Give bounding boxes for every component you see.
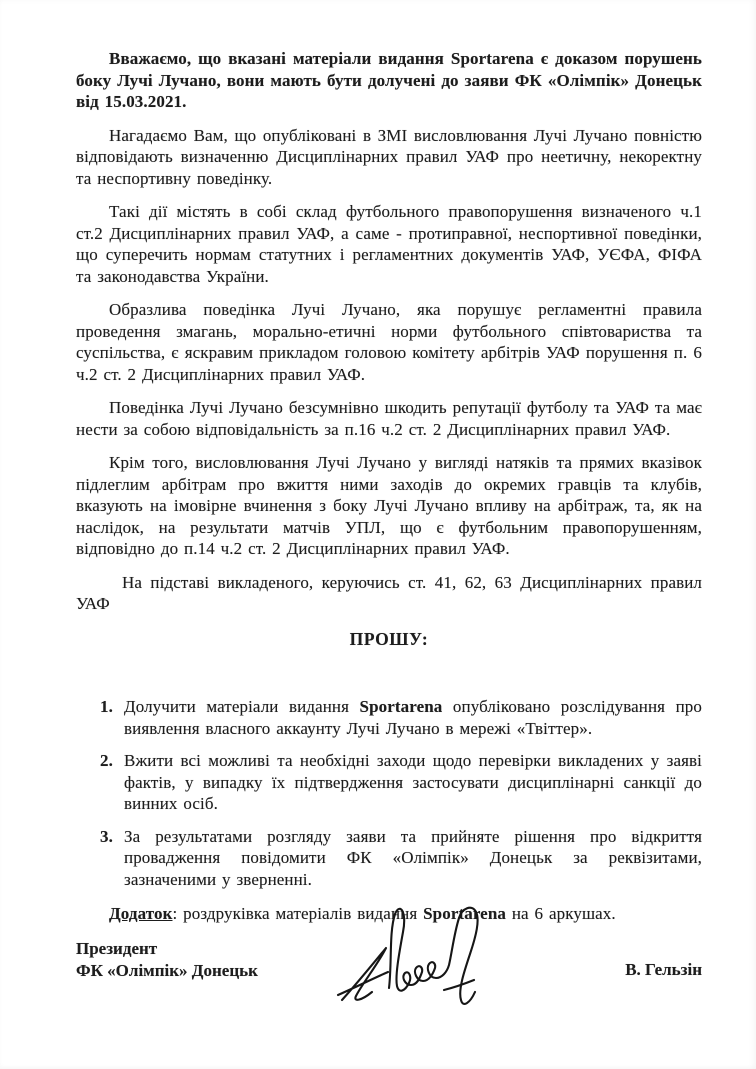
list-item-number: 1.	[100, 697, 113, 716]
paragraph-conclusion	[76, 48, 702, 113]
handwritten-signature	[332, 902, 512, 1017]
paragraph-reputation	[76, 397, 702, 440]
paragraph-offensive-behavior	[76, 299, 702, 385]
paragraph-legal-basis	[76, 572, 702, 615]
request-heading: ПРОШУ:	[349, 628, 429, 649]
list-item-text: Вжити всі можливі та необхідні заходи щодо перевірки викладених у заяві фактів, у випадку їх підтвердження застосувати дисциплінарні санкції до винних осіб.	[124, 751, 702, 813]
paragraph-text: Нагадаємо Вам, що опубліковані в ЗМІ висловлювання Лучі Лучано повністю відповідають визначенню Дисциплінарних правил УАФ про неетичну, некоректну та неспортивну поведінку.	[76, 125, 702, 188]
letter-body	[76, 48, 702, 925]
paragraph-text: Крім того, висловлювання Лучі Лучано у вигляді натяків та прямих вказівок підлеглим арбітрам про вжиття ними заходів до окремих гравців та клубів, вказують на імовірне вчинення з боку Лучі Лучано впливу на арбітраж, та, як на наслідок, на результати матчів УПЛ, що є футбольним правопорушенням, відповідно до п.14 ч.2 ст. 2 Дисциплінарних правил УАФ.	[76, 453, 702, 558]
signer-role	[76, 938, 258, 981]
paragraph-text: Вважаємо, що вказані матеріали видання Sportarena є доказом порушень боку Лучі Лучано, вони мають бути долучені до заяви ФК «Олімпік» Донецьк від 15.03.2021.	[76, 49, 702, 111]
list-item-text: За результатами розгляду заяви та прийняте рішення про відкриття провадження повідомити ФК «Олімпік» Донецьк за реквізитами, зазначеними у зверненні.	[124, 826, 702, 889]
list-item	[76, 826, 702, 891]
paragraph-text: На підставі викладеного, керуючись ст. 41, 62, 63 Дисциплінарних правил УАФ	[76, 572, 702, 613]
paragraph-hints-influence	[76, 452, 702, 560]
publication-name: Sportarena	[423, 904, 506, 923]
signer-role-line1: Президент	[76, 939, 158, 958]
attachment-line: Додаток: роздруківка матеріалів видання Sportarena на 6 аркушах.	[109, 904, 616, 923]
request-list	[76, 696, 702, 890]
list-item	[76, 750, 702, 815]
paragraph-text: Образлива поведінка Лучі Лучано, яка порушує регламентні правила проведення змагань, морально-етичні норми футбольного співтовариства та суспільства, є яскравим прикладом головою комітету арбітрів УАФ порушення п. 6 ч.2 ст. 2 Дисциплінарних правил УАФ.	[76, 300, 702, 384]
paragraph-reminder	[76, 125, 702, 190]
list-item-text: Долучити матеріали видання Sportarena опубліковано розслідування про виявлення власного аккаунту Лучі Лучано в мережі «Твіттер».	[124, 697, 702, 738]
signer-name: В. Гельзін	[625, 960, 702, 979]
list-item-number: 2.	[100, 751, 113, 770]
publication-name: Sportarena	[359, 697, 443, 716]
attachment-label: Додаток	[109, 904, 173, 923]
paragraph-text: Такі дії містять в собі склад футбольного правопорушення визначеного ч.1 ст.2 Дисциплінарних правил УАФ, а саме - протиправної, неспортивної поведінки, що суперечить нормам статутних і регламентних документів УАФ, УЄФА, ФІФА та законодавства України.	[76, 202, 702, 286]
paragraph-offense-definition	[76, 201, 702, 287]
list-item-number: 3.	[100, 826, 113, 846]
list-item	[76, 696, 702, 739]
paragraph-text: Поведінка Лучі Лучано безсумнівно шкодить репутації футболу та УАФ та має нести за собою відповідальність за п.16 ч.2 ст. 2 Дисциплінарних правил УАФ.	[76, 398, 702, 439]
signer-role-line2: ФК «Олімпік» Донецьк	[76, 960, 258, 980]
